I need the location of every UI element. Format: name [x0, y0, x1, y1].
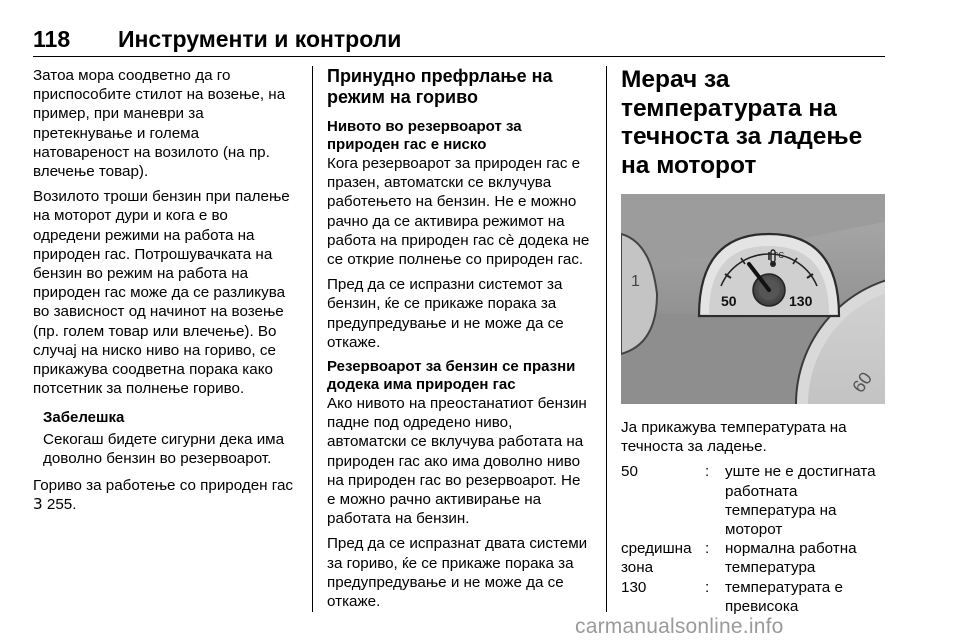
paragraph: Пред да се испразнат двата системи за гориво, ќе се прикаже порака за предупредување и не може да се откаже.: [327, 535, 588, 611]
paragraph: Кога резервоарот за природен гас е празен, автоматски се вклучува работењето на бензин. Не е можно рачно да се активира режимот на работа на природен гас сè додека не се открие полнење со природен гас.: [327, 155, 590, 269]
chapter-title: Инструменти и контроли: [118, 26, 402, 52]
legend-item: [621, 462, 887, 539]
legend-value: температурата е превисока: [725, 578, 843, 615]
side-gauge-digit: 1: [631, 273, 640, 290]
paragraph: Ја прикажува температурата на течноста за ладење.: [621, 419, 847, 456]
watermark: carmanualsonline.info: [575, 615, 784, 638]
legend-key: средишна зона: [621, 540, 692, 577]
legend-list: [621, 462, 887, 616]
note-title: Забелешка: [43, 409, 125, 427]
paragraph-reference: [33, 476, 297, 514]
note-box: [43, 408, 297, 468]
scale-max-label: 130: [789, 293, 813, 309]
legend-key: 50: [621, 463, 638, 481]
legend-separator: :: [705, 578, 710, 596]
scale-min-label: 50: [721, 293, 737, 309]
column-right: [621, 66, 887, 616]
paragraph: Возилото троши бензин при палење на моторот дури и кога е во одредени режими на работа на природен гас. Потрошувачката на бензин во режим на работа на природен гас може да се разликува во зависност од начинот на возење (пр. голем товар или влечење). Во случај на ниско ниво на гориво, се прикажува соодветна порака како потсетник за полнење гориво.: [33, 188, 290, 398]
subheading: Нивото во резервоарот за природен гас е ниско: [327, 118, 522, 153]
reference-text: Гориво за работење со природен гас: [33, 477, 294, 495]
legend-item: [621, 539, 887, 577]
column-divider: [606, 66, 607, 612]
section-heading: Мерач за температурата на течноста за ладење на моторот: [621, 66, 863, 179]
note-text: Секогаш бидете сигурни дека има доволно бензин во резервоарот.: [43, 430, 285, 467]
legend-item: [621, 578, 887, 616]
column-divider: [312, 66, 313, 612]
subheading: Резервоарот за бензин се празни додека има природен гас: [327, 358, 576, 394]
coolant-gauge-illustration: [621, 194, 885, 404]
paragraph: Ако нивото на преостанатиот бензин падне под одредено ниво, автоматски се вклучува работата на природен гас ако има доволно ниво на природен гас во резервоарот. Не е можно рачно активирање на работата на бензин.: [327, 395, 587, 528]
legend-separator: :: [705, 540, 710, 558]
arrow-reference-icon: 3: [33, 495, 43, 514]
column-left: [33, 66, 297, 520]
paragraph: Пред да се испразни системот за бензин, ќе се прикаже порака за предупредување и не може да се откаже.: [327, 276, 564, 351]
page-header: [33, 26, 885, 57]
column-middle: [327, 66, 591, 617]
gauge-svg: [621, 194, 885, 404]
legend-value: уште не е достигната работната температура на моторот: [725, 463, 876, 539]
legend-key: 130: [621, 578, 647, 596]
page-number: 118: [33, 26, 71, 52]
section-heading: Принудно префрлање на режим на гориво: [327, 66, 553, 107]
reference-page[interactable]: 255.: [46, 496, 77, 514]
paragraph: Затоа мора соодветно да го приспособите стилот на возење, на пример, при маневри за претекнување и голема натовареност на возилото (на пр. влечење товар).: [33, 67, 286, 181]
unit-label: °C: [775, 251, 784, 260]
speedometer-number: 60: [848, 368, 877, 397]
legend-value: нормална работна температура: [725, 540, 857, 577]
legend-separator: :: [705, 463, 710, 481]
